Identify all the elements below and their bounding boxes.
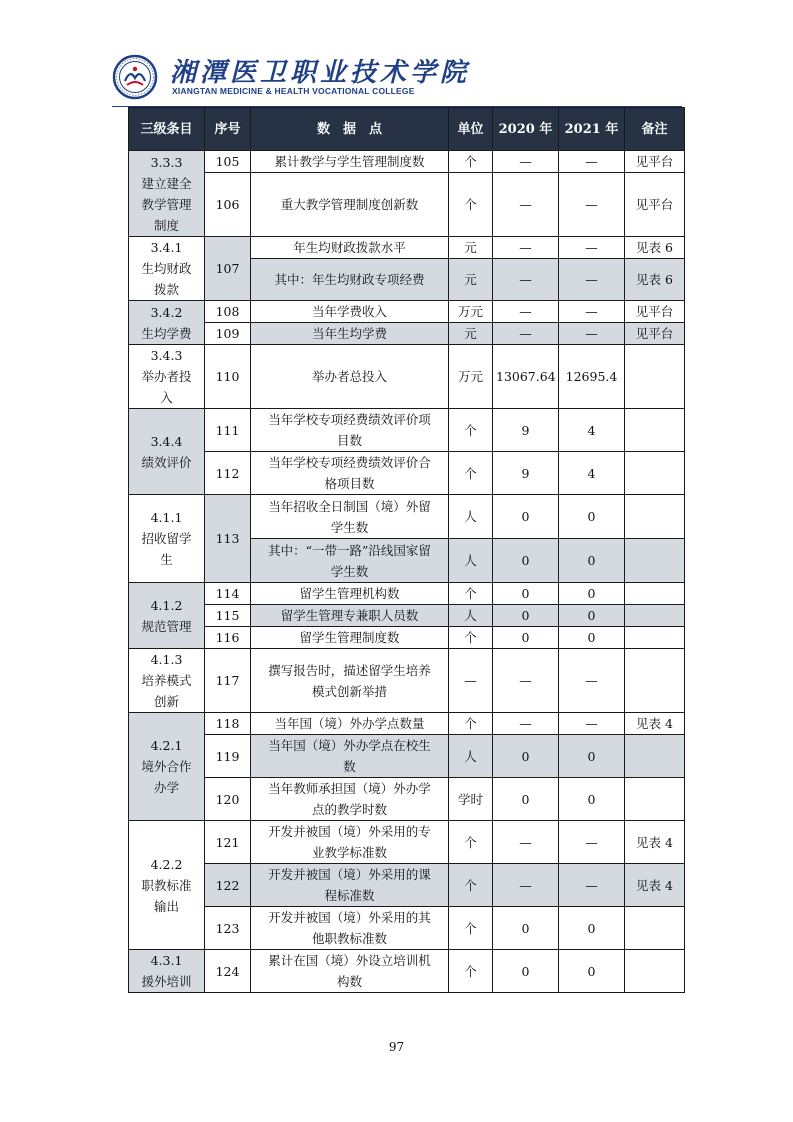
value-2020-cell: 0 — [493, 583, 559, 605]
note-cell: 见表 4 — [625, 713, 685, 735]
note-cell — [625, 605, 685, 627]
column-header-unit: 单位 — [449, 108, 493, 151]
table-row — [129, 907, 685, 950]
note-cell: 见平台 — [625, 323, 685, 345]
unit-cell: 元 — [449, 259, 493, 301]
data-point-cell — [251, 950, 449, 993]
data-point-line: 累计在国（境）外设立培训机 — [268, 953, 431, 968]
category-cell: 4.1.3 培养模式 创新 — [129, 649, 205, 713]
data-point-cell — [251, 151, 449, 173]
data-point-line: 撰写报告时，描述留学生培养 — [268, 662, 431, 678]
unit-cell: 个 — [449, 409, 493, 452]
seq-cell: 119 — [205, 735, 251, 778]
seq-cell: 108 — [205, 301, 251, 323]
data-point-cell — [251, 452, 449, 495]
value-2020-cell: 0 — [493, 605, 559, 627]
data-point-line: 业教学标准数 — [311, 845, 387, 860]
seq-cell: 120 — [205, 778, 251, 821]
unit-cell: 个 — [449, 452, 493, 495]
unit-cell: 个 — [449, 950, 493, 993]
data-point-line: 格项目数 — [324, 476, 375, 491]
data-point-line: 举办者总投入 — [311, 369, 387, 384]
category-cell: 4.3.1 援外培训 — [129, 950, 205, 993]
data-point-cell — [251, 409, 449, 452]
value-2020-cell: 0 — [493, 627, 559, 649]
data-table — [128, 107, 685, 993]
data-point-line: 学生数 — [330, 563, 369, 579]
value-2021-cell: — — [559, 237, 625, 259]
note-cell — [625, 539, 685, 583]
seq-cell: 111 — [205, 409, 251, 452]
unit-cell: 个 — [449, 151, 493, 173]
value-2020-cell: — — [493, 864, 559, 907]
value-2020-cell: 13067.64 — [493, 345, 559, 409]
note-cell — [625, 778, 685, 821]
table-row — [129, 649, 685, 713]
page-header — [112, 50, 672, 106]
value-2021-cell: 4 — [559, 452, 625, 495]
data-point-line: 当年国（境）外办学点在校生 — [268, 738, 431, 753]
seq-cell: 116 — [205, 627, 251, 649]
table-row — [129, 409, 685, 452]
unit-cell: 元 — [449, 323, 493, 345]
category-cell: 3.4.4 绩效评价 — [129, 409, 205, 495]
value-2021-cell: 0 — [559, 539, 625, 583]
category-cell: 3.3.3 建立建全 教学管理 制度 — [129, 151, 205, 237]
data-point-line: 其中：“一带一路”沿线国家留 — [268, 542, 431, 558]
category-cell: 4.2.1 境外合作 办学 — [129, 713, 205, 821]
value-2021-cell: 0 — [559, 583, 625, 605]
note-cell: 见平台 — [625, 301, 685, 323]
column-header-seq: 序号 — [205, 108, 251, 151]
table-row — [129, 713, 685, 735]
unit-cell: 个 — [449, 627, 493, 649]
table-row — [129, 583, 685, 605]
data-point-cell — [251, 259, 449, 301]
seq-cell: 112 — [205, 452, 251, 495]
value-2020-cell: — — [493, 173, 559, 237]
value-2021-cell: 4 — [559, 409, 625, 452]
column-header-category: 三级条目 — [129, 108, 205, 151]
column-header-data-point: 数 据 点 — [251, 108, 449, 151]
note-cell — [625, 409, 685, 452]
note-cell — [625, 627, 685, 649]
value-2020-cell: 0 — [493, 907, 559, 950]
table-row — [129, 495, 685, 539]
note-cell — [625, 735, 685, 778]
note-cell — [625, 649, 685, 713]
note-cell: 见表 6 — [625, 259, 685, 301]
value-2020-cell: 0 — [493, 950, 559, 993]
seq-cell: 124 — [205, 950, 251, 993]
value-2020-cell: — — [493, 323, 559, 345]
note-cell: 见平台 — [625, 173, 685, 237]
unit-cell: 个 — [449, 864, 493, 907]
value-2020-cell: — — [493, 713, 559, 735]
category-cell: 3.4.2 生均学费 — [129, 301, 205, 345]
table-header-row — [129, 108, 685, 151]
data-point-line: 累计教学与学生管理制度数 — [274, 154, 425, 169]
value-2021-cell: 0 — [559, 495, 625, 539]
table-row — [129, 821, 685, 864]
value-2021-cell: — — [559, 713, 625, 735]
data-point-line: 他职教标准数 — [311, 931, 387, 946]
seq-cell: 123 — [205, 907, 251, 950]
value-2021-cell: — — [559, 821, 625, 864]
value-2020-cell: 0 — [493, 735, 559, 778]
college-emblem-icon — [112, 54, 158, 100]
note-cell — [625, 950, 685, 993]
data-point-cell — [251, 735, 449, 778]
data-point-line: 数 — [343, 759, 356, 774]
note-cell — [625, 345, 685, 409]
data-point-cell — [251, 907, 449, 950]
note-cell — [625, 495, 685, 539]
column-header-2021: 2021 年 — [559, 108, 625, 151]
data-point-line: 开发并被国（境）外采用的专 — [268, 824, 431, 839]
note-cell — [625, 907, 685, 950]
data-point-cell — [251, 345, 449, 409]
seq-cell: 106 — [205, 173, 251, 237]
table-row — [129, 323, 685, 345]
data-point-cell — [251, 495, 449, 539]
note-cell: 见平台 — [625, 151, 685, 173]
data-point-line: 开发并被国（境）外采用的课 — [268, 867, 431, 882]
value-2021-cell: 12695.4 — [559, 345, 625, 409]
table-row — [129, 452, 685, 495]
table-row — [129, 345, 685, 409]
unit-cell: 人 — [449, 539, 493, 583]
table-row — [129, 301, 685, 323]
value-2020-cell: 0 — [493, 495, 559, 539]
seq-cell: 110 — [205, 345, 251, 409]
data-point-cell — [251, 649, 449, 713]
value-2020-cell: 0 — [493, 539, 559, 583]
value-2021-cell: — — [559, 649, 625, 713]
note-cell: 见表 4 — [625, 821, 685, 864]
data-point-cell — [251, 301, 449, 323]
table-row — [129, 778, 685, 821]
value-2021-cell: — — [559, 301, 625, 323]
value-2020-cell: — — [493, 151, 559, 173]
data-point-cell — [251, 821, 449, 864]
value-2021-cell: 0 — [559, 735, 625, 778]
data-point-cell — [251, 778, 449, 821]
table-row — [129, 605, 685, 627]
value-2020-cell: — — [493, 821, 559, 864]
column-header-2020: 2020 年 — [493, 108, 559, 151]
unit-cell: 人 — [449, 495, 493, 539]
seq-cell: 113 — [205, 495, 251, 583]
value-2020-cell: — — [493, 259, 559, 301]
data-point-cell — [251, 864, 449, 907]
seq-cell: 117 — [205, 649, 251, 713]
seq-cell: 121 — [205, 821, 251, 864]
unit-cell: 学时 — [449, 778, 493, 821]
value-2020-cell: — — [493, 649, 559, 713]
unit-cell: 个 — [449, 713, 493, 735]
category-cell: 3.4.3 举办者投 入 — [129, 345, 205, 409]
data-point-line: 当年学校专项经费绩效评价项 — [268, 412, 431, 427]
data-point-line: 重大教学管理制度创新数 — [280, 197, 419, 212]
data-point-line: 留学生管理专兼职人员数 — [280, 608, 419, 623]
note-cell: 见表 6 — [625, 237, 685, 259]
data-point-line: 学生数 — [330, 519, 369, 535]
table-row — [129, 627, 685, 649]
data-point-line: 开发并被国（境）外采用的其 — [268, 910, 431, 925]
value-2021-cell: 0 — [559, 950, 625, 993]
seq-cell: 107 — [205, 237, 251, 301]
data-point-line: 留学生管理制度数 — [299, 630, 400, 645]
data-point-line: 当年学校专项经费绩效评价合 — [268, 455, 431, 470]
data-point-cell — [251, 323, 449, 345]
data-point-line: 其中：年生均财政专项经费 — [274, 272, 425, 288]
unit-cell: 元 — [449, 237, 493, 259]
data-point-cell — [251, 627, 449, 649]
value-2021-cell: 0 — [559, 907, 625, 950]
value-2021-cell: — — [559, 323, 625, 345]
value-2021-cell: — — [559, 173, 625, 237]
value-2020-cell: 0 — [493, 778, 559, 821]
unit-cell: 人 — [449, 735, 493, 778]
data-point-line: 当年学费收入 — [311, 304, 387, 319]
data-point-cell — [251, 583, 449, 605]
seq-cell: 118 — [205, 713, 251, 735]
category-cell: 4.1.2 规范管理 — [129, 583, 205, 649]
data-point-line: 程标准数 — [324, 888, 375, 903]
value-2021-cell: 0 — [559, 605, 625, 627]
category-cell: 3.4.1 生均财政 拨款 — [129, 237, 205, 301]
data-point-line: 留学生管理机构数 — [299, 586, 400, 601]
category-cell: 4.1.1 招收留学 生 — [129, 495, 205, 583]
note-cell — [625, 452, 685, 495]
school-name-en: XIANGTAN MEDICINE & HEALTH VOCATIONAL COLLEGE — [172, 86, 415, 96]
column-header-note: 备注 — [625, 108, 685, 151]
unit-cell: 个 — [449, 821, 493, 864]
data-point-cell — [251, 237, 449, 259]
data-point-cell — [251, 539, 449, 583]
seq-cell: 109 — [205, 323, 251, 345]
school-name-cn: 湘潭医卫职业技术学院 — [170, 58, 471, 88]
seq-cell: 114 — [205, 583, 251, 605]
data-point-line: 当年教师承担国（境）外办学 — [268, 781, 431, 796]
table-row — [129, 864, 685, 907]
category-cell: 4.2.2 职教标准 输出 — [129, 821, 205, 950]
note-cell — [625, 583, 685, 605]
data-point-cell — [251, 605, 449, 627]
unit-cell: 人 — [449, 605, 493, 627]
value-2021-cell: — — [559, 259, 625, 301]
data-point-cell — [251, 173, 449, 237]
seq-cell: 122 — [205, 864, 251, 907]
table-row — [129, 237, 685, 259]
note-cell: 见表 4 — [625, 864, 685, 907]
value-2020-cell: 9 — [493, 409, 559, 452]
seq-cell: 105 — [205, 151, 251, 173]
data-point-line: 模式创新举措 — [311, 683, 387, 699]
value-2021-cell: — — [559, 864, 625, 907]
page-number: 97 — [388, 1040, 405, 1054]
unit-cell: — — [449, 649, 493, 713]
value-2020-cell: — — [493, 237, 559, 259]
data-point-line: 年生均财政拨款水平 — [293, 240, 406, 256]
data-point-line: 当年生均学费 — [311, 326, 387, 341]
table-row — [129, 151, 685, 173]
data-point-line: 目数 — [336, 433, 362, 448]
value-2021-cell: 0 — [559, 627, 625, 649]
data-point-line: 当年招收全日制国（境）外留 — [268, 498, 431, 514]
table-row — [129, 735, 685, 778]
value-2020-cell: 9 — [493, 452, 559, 495]
unit-cell: 个 — [449, 907, 493, 950]
unit-cell: 万元 — [449, 301, 493, 323]
data-point-cell — [251, 713, 449, 735]
table-row — [129, 950, 685, 993]
data-point-line: 构数 — [336, 974, 362, 989]
data-point-line: 当年国（境）外办学点数量 — [274, 716, 425, 731]
value-2021-cell: — — [559, 151, 625, 173]
value-2021-cell: 0 — [559, 778, 625, 821]
unit-cell: 个 — [449, 173, 493, 237]
seq-cell: 115 — [205, 605, 251, 627]
data-point-line: 点的教学时数 — [311, 802, 387, 817]
unit-cell: 万元 — [449, 345, 493, 409]
unit-cell: 个 — [449, 583, 493, 605]
value-2020-cell: — — [493, 301, 559, 323]
table-row — [129, 173, 685, 237]
